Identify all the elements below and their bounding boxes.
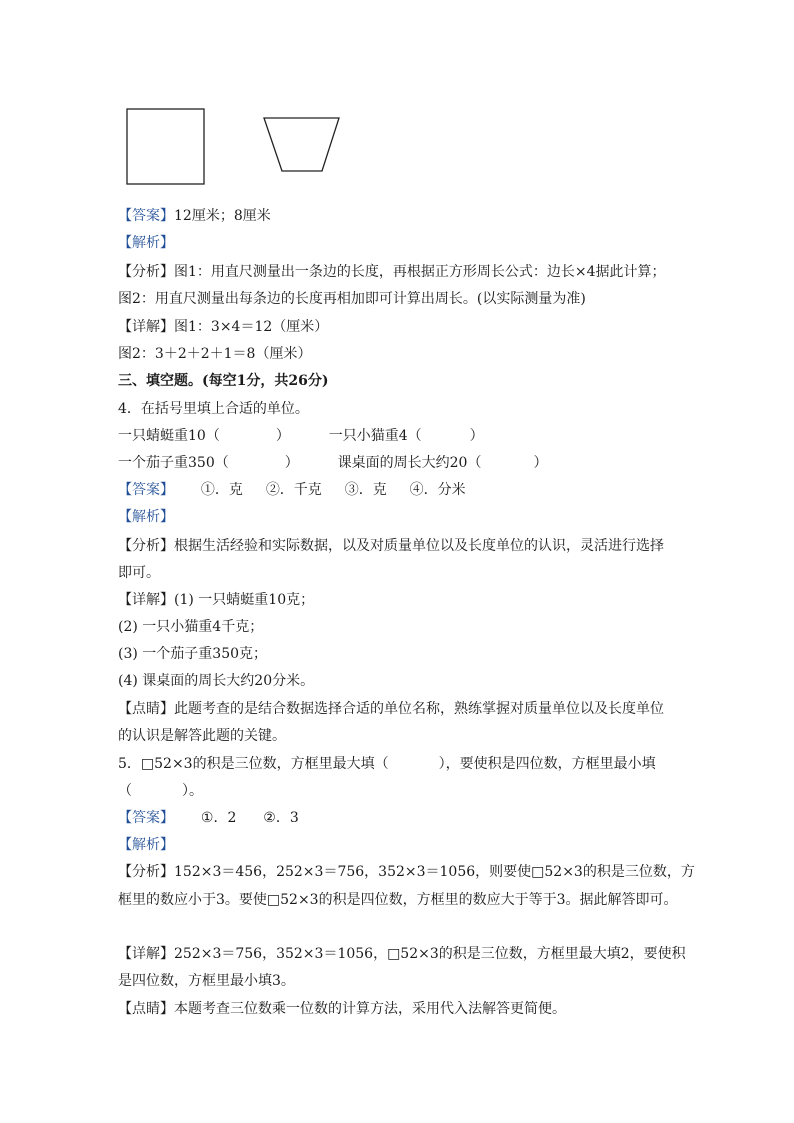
q3-analysis-heading [118, 234, 174, 252]
q4-analysis-text-2: 即可。 [118, 565, 160, 581]
q3-analysis-line-1 [118, 263, 666, 281]
q4-detail-line-1 [118, 591, 314, 609]
analysis-tag: 【解析】 [118, 509, 174, 525]
q4-analysis-line-1 [118, 537, 664, 555]
q4-stem [118, 400, 309, 418]
q4-detail-line-2 [118, 618, 263, 636]
q5-detail-line-1 [118, 945, 686, 963]
q5-analysis-text-1: 152×3＝456，252×3＝756，352×3＝1056，则要使□52×3的积是三位数，方 [174, 864, 695, 880]
answer-tag: 【答案】 [118, 208, 174, 224]
q4-answer-4: ④．分米 [409, 482, 466, 498]
q3-analysis-line-2 [118, 290, 586, 308]
q4-row-1 [118, 427, 484, 445]
q4-analysis-line-2 [118, 564, 160, 582]
q5-analysis-line-2 [118, 891, 678, 909]
fenxi-tag: 【分析】 [118, 864, 174, 880]
q5-stem-2b: ）。 [182, 783, 203, 799]
q4-item-3-close: ） [284, 455, 299, 471]
comment-tag: 【点睛】 [118, 701, 174, 717]
q5-stem-1a: 5．□52×3的积是三位数，方框里最大填（ [118, 756, 389, 772]
trapezoid-figure [262, 116, 342, 174]
q4-detail-text-3: (3) 一个茄子重350克； [118, 646, 268, 662]
q5-comment-line [118, 1000, 566, 1018]
analysis-tag: 【解析】 [118, 837, 174, 853]
q4-answer-line [118, 481, 466, 499]
q3-detail-line-2 [118, 345, 311, 363]
q4-item-3: 一个茄子重350（ [118, 455, 229, 471]
q5-analysis-text-2: 框里的数应小于3。要使□52×3的积是四位数，方框里的数应大于等于3。据此解答即可。 [118, 892, 678, 908]
q5-stem-1b: ），要使积是四位数，方框里最小填 [438, 756, 656, 772]
q3-answer: 12厘米；8厘米 [174, 208, 271, 224]
q4-analysis-heading [118, 508, 174, 526]
fenxi-tag: 【分析】 [118, 264, 174, 280]
fenxi-tag: 【分析】 [118, 538, 174, 554]
q5-analysis-heading [118, 836, 174, 854]
q4-item-4-close: ） [533, 455, 548, 471]
detail-tag: 【详解】 [118, 946, 174, 962]
q4-comment-line-1 [118, 700, 664, 718]
analysis-tag: 【解析】 [118, 235, 174, 251]
q3-detail-line-1 [118, 318, 328, 336]
q5-comment-text: 本题考查三位数乘一位数的计算方法，采用代入法解答更简便。 [174, 1001, 566, 1017]
q5-stem-line-2 [118, 782, 203, 800]
section-title [118, 372, 328, 390]
detail-tag: 【详解】 [118, 319, 174, 335]
q3-detail-text-2: 图2：3＋2＋2＋1＝8（厘米） [118, 346, 312, 362]
q3-answer-line [118, 207, 271, 225]
q4-analysis-text-1: 根据生活经验和实际数据，以及对质量单位以及长度单位的认识，灵活进行选择 [174, 538, 664, 554]
q5-answer-2: ②．3 [263, 810, 299, 826]
q5-detail-text-2: 是四位数，方框里最小填3。 [118, 973, 295, 989]
answer-tag: 【答案】 [118, 810, 174, 826]
q5-detail-line-2 [118, 972, 295, 990]
comment-tag: 【点睛】 [118, 1001, 174, 1017]
square-figure [126, 108, 206, 186]
q4-answer-1: ①．克 [200, 482, 243, 498]
q5-analysis-line-1 [118, 863, 695, 881]
q4-comment-text-1: 此题考查的是结合数据选择合适的单位名称，熟练掌握对质量单位以及长度单位 [174, 701, 664, 717]
q4-detail-text-4: (4) 课桌面的周长大约20分米。 [118, 673, 315, 689]
answer-tag: 【答案】 [118, 482, 174, 498]
q4-item-2: 一只小猫重4（ [328, 428, 422, 444]
q3-analysis-text-2: 图2：用直尺测量出每条边的长度再相加即可计算出周长。(以实际测量为准) [118, 291, 586, 307]
section-title-text: 三、填空题。(每空1分，共26分) [118, 373, 329, 389]
q4-item-1-close: ） [275, 428, 290, 444]
q3-detail-text-1: 图1：3×4＝12（厘米） [174, 319, 329, 335]
q5-answer-1: ①．2 [200, 810, 237, 826]
q5-stem-2a: （ [118, 783, 132, 799]
detail-tag: 【详解】 [118, 592, 174, 608]
q4-answer-3: ③．克 [344, 482, 387, 498]
q5-detail-text-1: 252×3＝756，352×3＝1056，□52×3的积是三位数，方框里最大填2，要使积 [174, 946, 686, 962]
q5-stem-line-1 [118, 755, 656, 773]
q5-answer-line [118, 809, 299, 827]
q4-detail-line-4 [118, 672, 314, 690]
q4-item-4: 课桌面的周长大约20（ [337, 455, 482, 471]
q4-comment-line-2 [118, 727, 286, 745]
q3-analysis-text-1: 图1：用直尺测量出一条边的长度，再根据正方形周长公式：边长×4据此计算； [174, 264, 666, 280]
q4-answer-2: ②．千克 [265, 482, 322, 498]
q4-stem-text: 4．在括号里填上合适的单位。 [118, 401, 309, 417]
q4-item-1: 一只蜻蜓重10（ [118, 428, 220, 444]
q4-row-2 [118, 454, 547, 472]
q4-detail-text-1: (1) 一只蜻蜓重10克； [174, 592, 315, 608]
q4-detail-line-3 [118, 645, 267, 663]
q4-item-2-close: ） [469, 428, 484, 444]
q4-detail-text-2: (2) 一只小猫重4千克； [118, 619, 264, 635]
q4-comment-text-2: 的认识是解答此题的关键。 [118, 728, 286, 744]
